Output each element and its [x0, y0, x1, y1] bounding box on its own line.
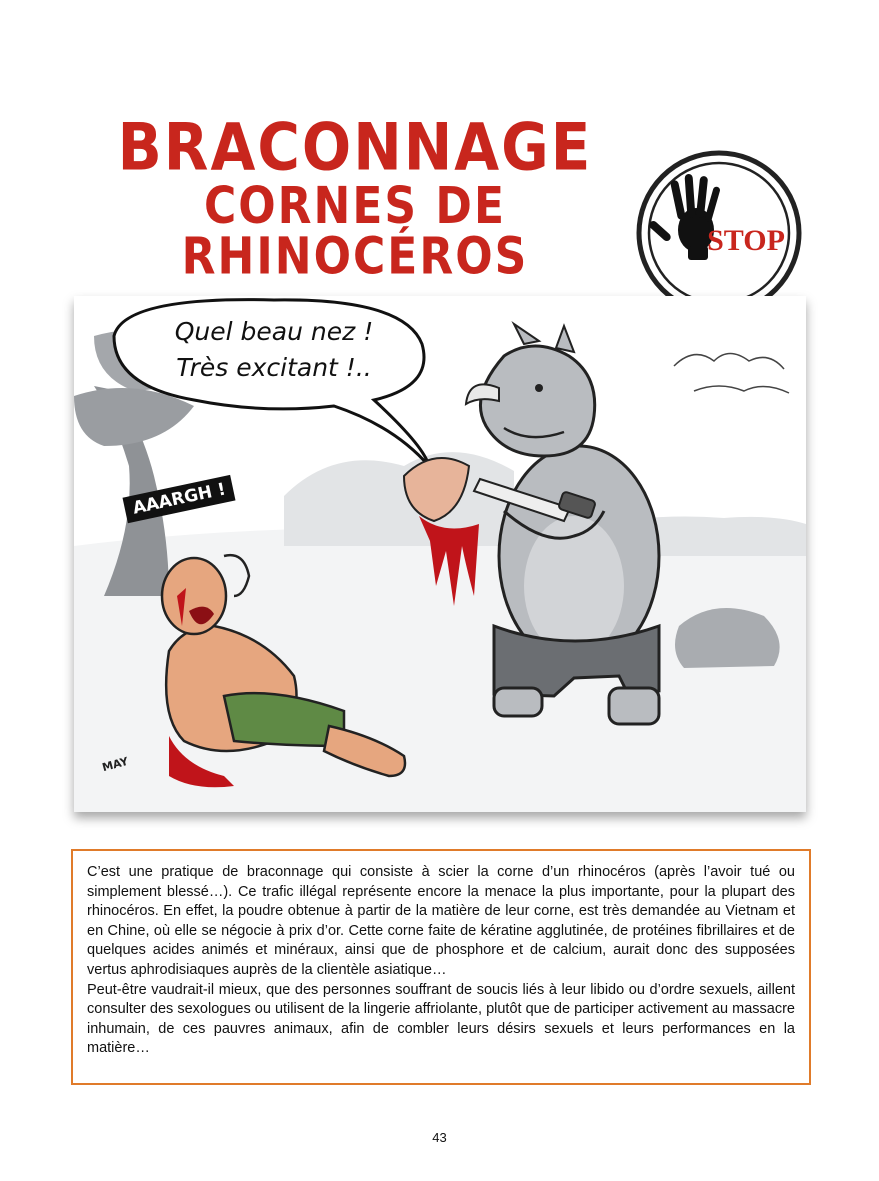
exclamation-label: AAARGH ! [123, 475, 236, 523]
stamp-label: STOP [707, 224, 785, 257]
description-paragraph-1: C’est une pratique de braconnage qui consiste à scier la corne d’un rhinocéros (après l’avoir tué ou simplement blessé…). Ce trafic illégal représente encore la menace la plus importante, pour la plupart des rhinocéros. En effet, la poudre obtenue à partir de la matière de leur corne, est très demandée au Vietnam et en Chine, où elle se négocie à prix d’or. Cette corne faite de kératine agglutinée, de protéines fibrillaires et de quelques acides animés et minéraux, ainsi que de phosphore et de calcium, aurait donc des supposées vertus aphrodisiaques auprès de la clientèle asiatique… [87, 864, 795, 978]
cartoon-illustration [74, 296, 806, 812]
title-line-1: BRACONNAGE [117, 108, 593, 186]
title-line-2: CORNES DE RHINOCÉROS [181, 176, 529, 287]
speech-line-1: Quel beau nez ! [174, 317, 374, 346]
speech-bubble [164, 314, 384, 386]
stamp-graphic [634, 148, 804, 318]
description-box [71, 849, 811, 1085]
stop-stamp [634, 148, 804, 318]
speech-line-2: Très excitant !.. [176, 353, 372, 382]
description-paragraph-2: Peut-être vaudrait-il mieux, que des personnes souffrant de soucis liés à leur libido ou d’ordre sexuels, aillent consulter des sexologues ou utilisent de la lingerie affriolante, plutôt que de participer activement au massacre inhumain, de ces pauvres animaux, afin de combler leurs désirs sexuels et leurs performances en la matière… [87, 981, 795, 1057]
artist-signature: MAY [100, 754, 130, 775]
page-number: 43 [432, 1130, 447, 1145]
page-title [60, 108, 650, 287]
